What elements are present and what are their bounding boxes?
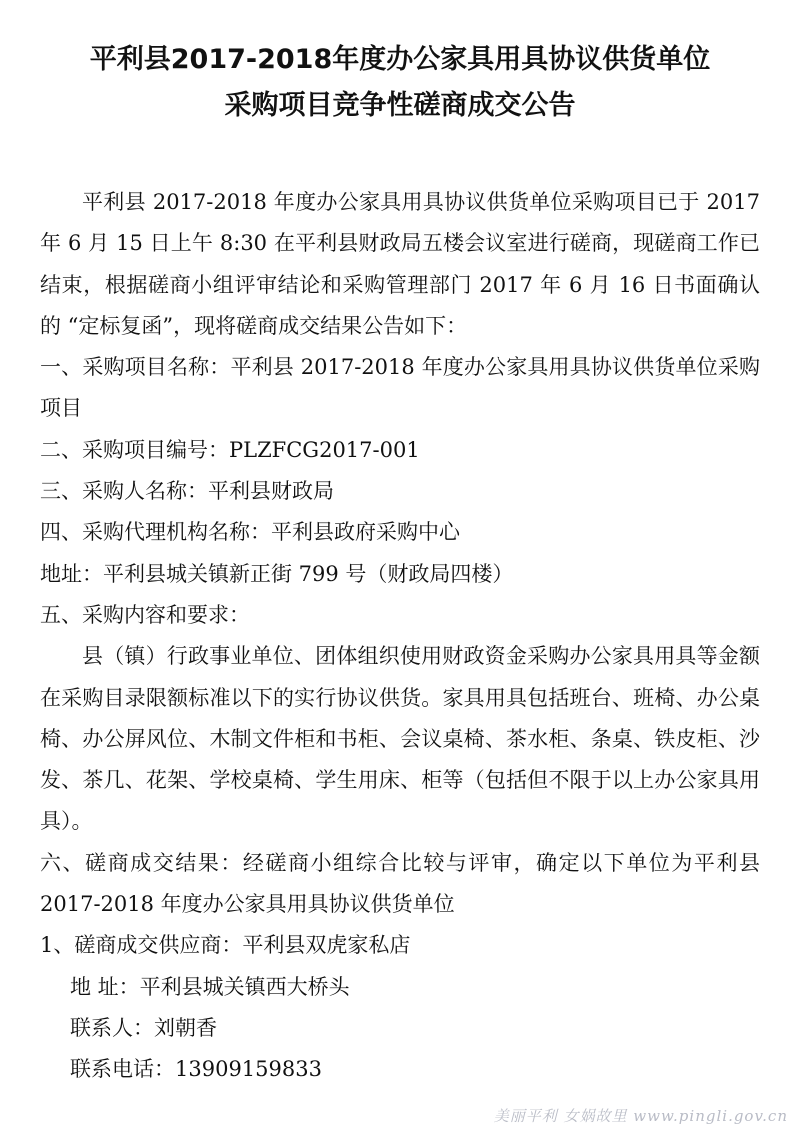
title-line-2: 采购项目竞争性磋商成交公告 [224,90,576,121]
content-paragraph: 县（镇）行政事业单位、团体组织使用财政资金采购办公家具用具等金额在采购目录限额标准以下的实行协议供货。家具用具包括班台、班椅、办公桌椅、办公屏风位、木制文件柜和书柜、会议桌椅、茶水柜、条桌、铁皮柜、沙发、茶几、花架、学校桌椅、学生用床、柜等（包括但不限于以上办公家具用具）。 [40,644,760,834]
supplier-contact: 联系人：刘朝香 [70,1015,217,1040]
item-result: 六、磋商成交结果：经磋商小组综合比较与评审，确定以下单位为平利县 2017-2018 年度办公家具用具协议供货单位 [40,850,760,917]
item-project-number: 二、采购项目编号：PLZFCG2017-001 [40,437,420,462]
item-agency: 四、采购代理机构名称：平利县政府采购中心 [40,520,460,545]
supplier-name: 1、磋商成交供应商：平利县双虎家私店 [40,933,411,958]
item-content-heading: 五、采购内容和要求： [40,602,250,627]
announcement-body [40,182,760,1091]
title-line-1: 平利县2017-2018年度办公家具用具协议供货单位 [89,44,711,75]
item-project-name: 一、采购项目名称：平利县 2017-2018 年度办公家具用具协议供货单位采购项目 [40,355,760,421]
supplier-phone: 联系电话：13909159833 [70,1057,322,1082]
intro-paragraph: 平利县 2017-2018 年度办公家具用具协议供货单位采购项目已于 2017 年 6 月 15 日上午 8:30 在平利县财政局五楼会议室进行磋商，现磋商工作已结束，根据磋商小组评审结论和采购管理部门 2017 年 6 月 16 日书面确认的 “定标复函”，现将磋商成交结果公告如下： [40,190,760,338]
site-watermark: 美丽平利 女娲故里 www.pingli.gov.cn [493,1107,788,1125]
item-purchaser: 三、采购人名称：平利县财政局 [40,479,334,504]
agency-address: 地址：平利县城关镇新正街 799 号（财政局四楼） [40,561,514,586]
supplier-address: 地 址：平利县城关镇西大桥头 [70,974,350,999]
